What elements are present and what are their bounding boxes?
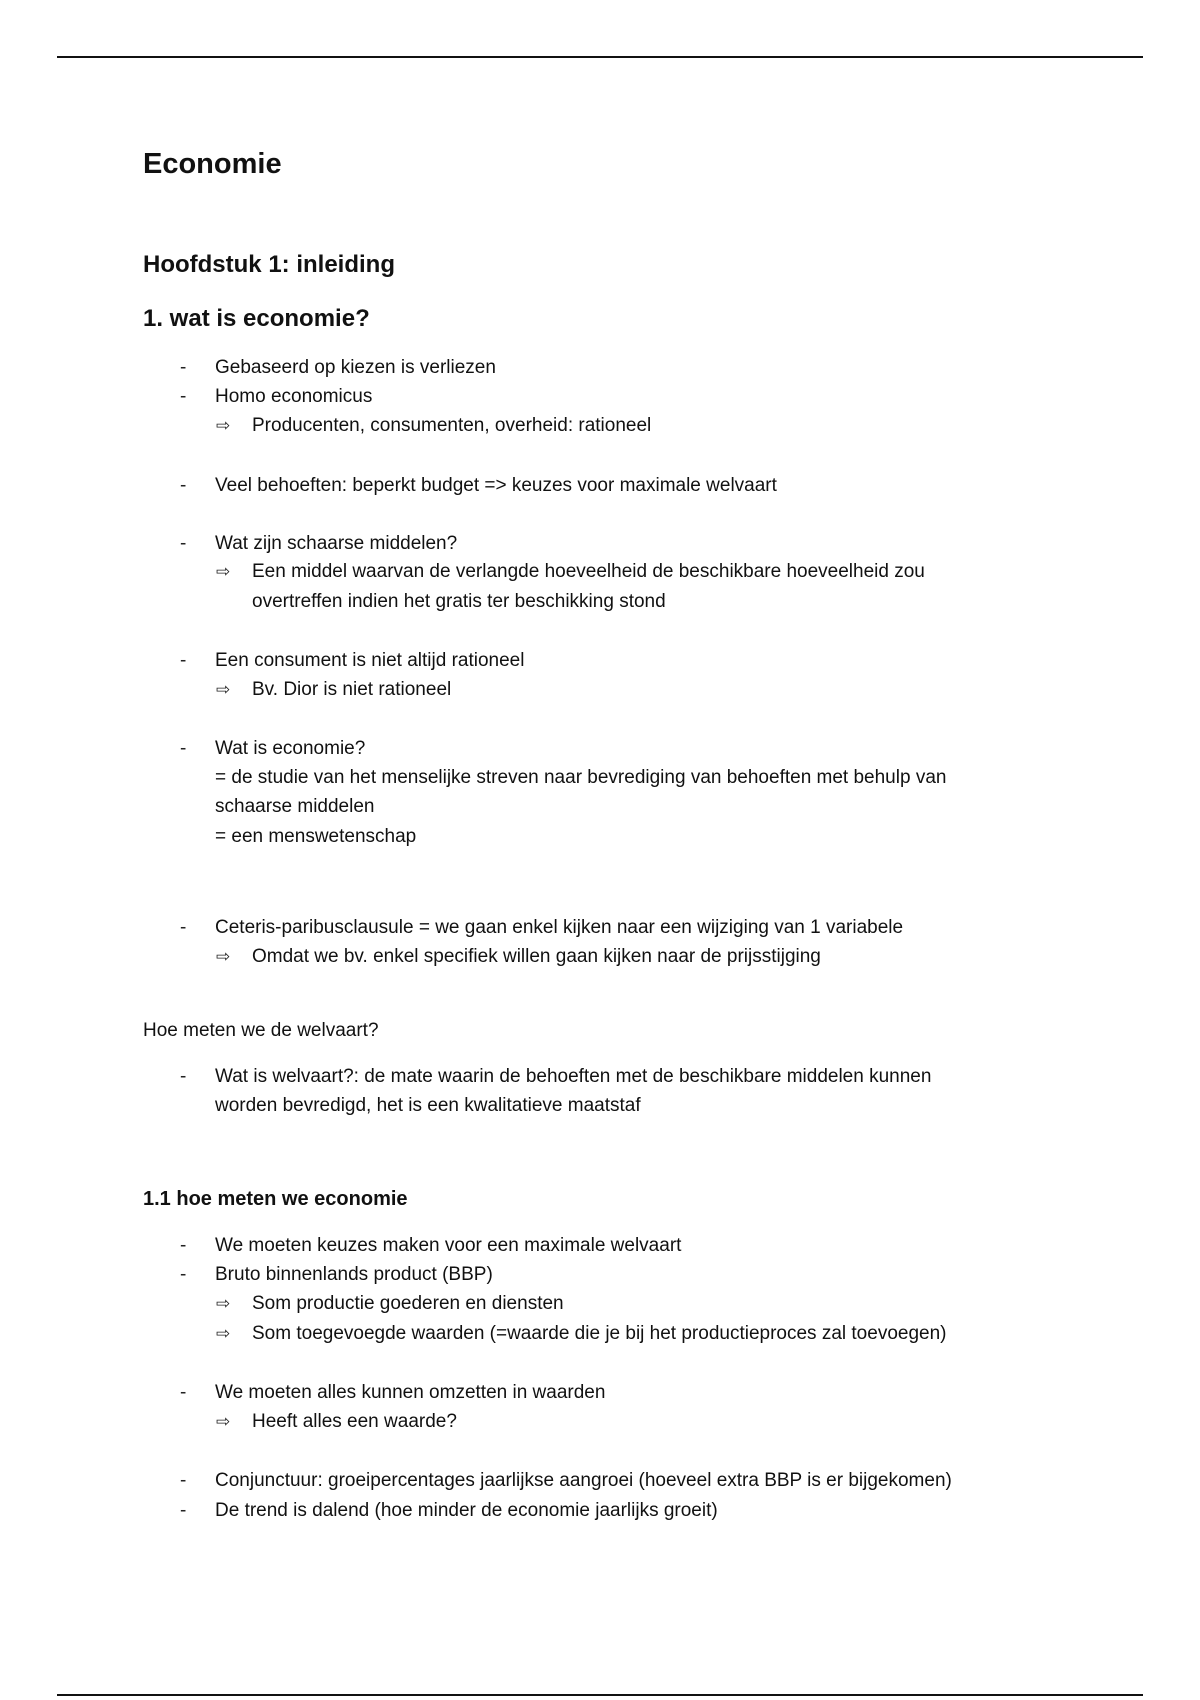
- list-item: Wat zijn schaarse middelen?: [215, 533, 458, 554]
- bullet-dash: -: [180, 533, 187, 554]
- list-item: Veel behoeften: beperkt budget => keuzes voor maximale welvaart: [215, 475, 777, 496]
- header-rule: [57, 56, 1143, 58]
- sub-list-item: Omdat we bv. enkel specifiek willen gaan kijken naar de prijsstijging: [252, 946, 821, 967]
- bullet-dash: -: [180, 738, 187, 759]
- list-item: Conjunctuur: groeipercentages jaarlijkse aangroei (hoeveel extra BBP is er bijgekomen): [215, 1470, 952, 1491]
- subsection-heading: 1.1 hoe meten we economie: [143, 1188, 408, 1210]
- sub-list-item: Som toegevoegde waarden (=waarde die je bij het productieproces zal toevoegen): [252, 1323, 947, 1344]
- arrow-icon: ⇨: [216, 1412, 231, 1431]
- list-item: Ceteris-paribusclausule = we gaan enkel kijken naar een wijziging van 1 variabele: [215, 917, 904, 938]
- bullet-dash: -: [180, 1470, 187, 1491]
- footer-rule: [57, 1694, 1143, 1696]
- list-item-continued: worden bevredigd, het is een kwalitatieve maatstaf: [215, 1095, 641, 1116]
- list-item: Homo economicus: [215, 386, 373, 407]
- arrow-icon: ⇨: [216, 416, 231, 435]
- paragraph-question: Hoe meten we de welvaart?: [143, 1020, 379, 1041]
- definition-line: = een menswetenschap: [215, 826, 417, 847]
- sub-list-item: Som productie goederen en diensten: [252, 1293, 564, 1314]
- list-item: We moeten alles kunnen omzetten in waarden: [215, 1382, 606, 1403]
- sub-list-item: Producenten, consumenten, overheid: rationeel: [252, 415, 652, 436]
- document-title: Economie: [143, 148, 282, 180]
- list-item: Gebaseerd op kiezen is verliezen: [215, 357, 496, 378]
- definition-line: = de studie van het menselijke streven naar bevrediging van behoeften met behulp van: [215, 767, 947, 788]
- bullet-dash: -: [180, 1235, 187, 1256]
- arrow-icon: ⇨: [216, 562, 231, 581]
- list-item: Wat is economie?: [215, 738, 366, 759]
- list-item: Bruto binnenlands product (BBP): [215, 1264, 493, 1285]
- list-item: Een consument is niet altijd rationeel: [215, 650, 525, 671]
- arrow-icon: ⇨: [216, 1324, 231, 1343]
- list-item: Wat is welvaart?: de mate waarin de behoeften met de beschikbare middelen kunnen: [215, 1066, 932, 1087]
- section-heading: 1. wat is economie?: [143, 305, 370, 332]
- bullet-dash: -: [180, 386, 187, 407]
- bullet-dash: -: [180, 1500, 187, 1521]
- arrow-icon: ⇨: [216, 680, 231, 699]
- arrow-icon: ⇨: [216, 1294, 231, 1313]
- bullet-dash: -: [180, 357, 187, 378]
- chapter-heading: Hoofdstuk 1: inleiding: [143, 251, 395, 278]
- list-item: De trend is dalend (hoe minder de economie jaarlijks groeit): [215, 1500, 718, 1521]
- list-item: We moeten keuzes maken voor een maximale welvaart: [215, 1235, 682, 1256]
- arrow-icon: ⇨: [216, 947, 231, 966]
- bullet-dash: -: [180, 475, 187, 496]
- sub-list-item: Bv. Dior is niet rationeel: [252, 679, 452, 700]
- bullet-dash: -: [180, 650, 187, 671]
- sub-list-item: Een middel waarvan de verlangde hoeveelheid de beschikbare hoeveelheid zou: [252, 561, 925, 582]
- bullet-dash: -: [180, 1264, 187, 1285]
- bullet-dash: -: [180, 1382, 187, 1403]
- bullet-dash: -: [180, 917, 187, 938]
- sub-list-item-continued: overtreffen indien het gratis ter beschikking stond: [252, 591, 666, 612]
- bullet-dash: -: [180, 1066, 187, 1087]
- sub-list-item: Heeft alles een waarde?: [252, 1411, 457, 1432]
- definition-line: schaarse middelen: [215, 796, 375, 817]
